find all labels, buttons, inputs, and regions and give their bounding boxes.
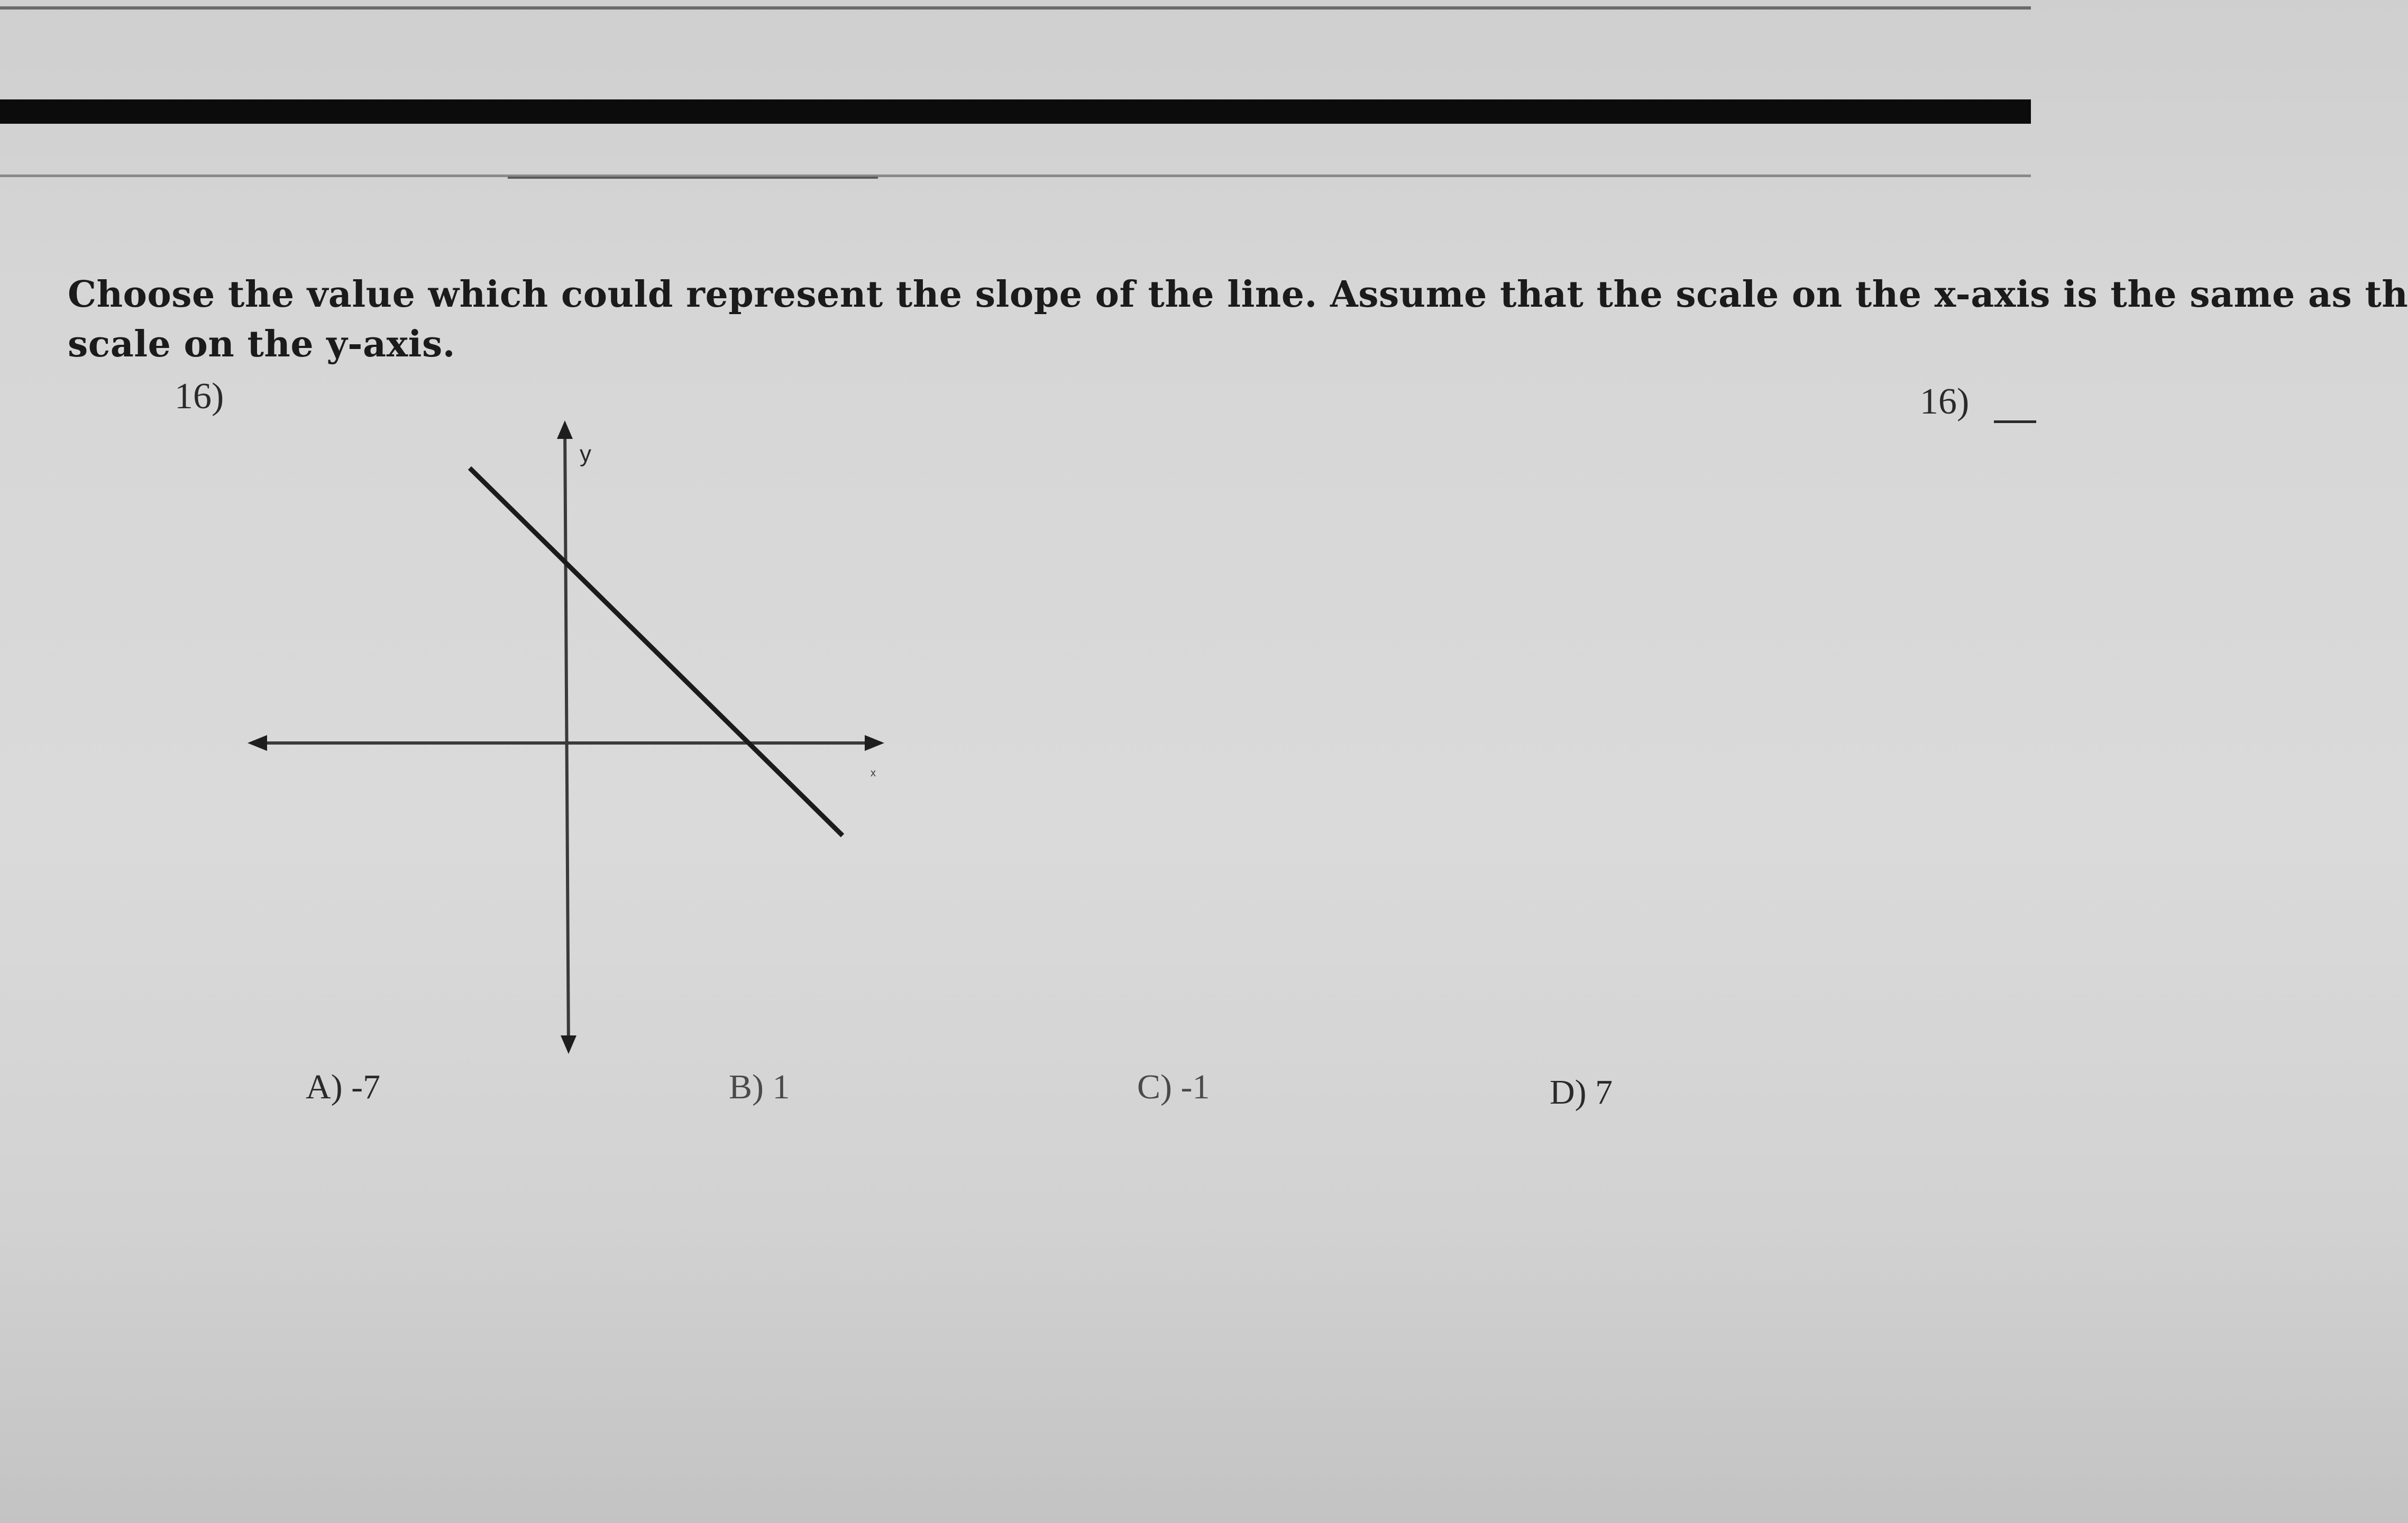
choice-c[interactable]: C) -1 [1137,1068,1210,1106]
choice-d[interactable]: D) 7 [1550,1073,1613,1112]
answer-number: 16) [1920,381,1970,422]
x-axis-label: x [871,767,876,779]
plotted-line [470,468,843,836]
y-axis-top-arrow [557,420,573,439]
instructions-line-1: Choose the value which could represent the slope of the line. Assume that the scale on the x-axis is the same as th [68,273,2408,316]
choice-a[interactable]: A) -7 [306,1068,381,1106]
y-axis-bottom-arrow [561,1035,576,1054]
y-axis [565,426,569,1050]
instructions-line-2: scale on the y-axis. [68,323,455,365]
choice-b[interactable]: B) 1 [729,1068,790,1106]
question-number: 16) [175,376,224,417]
x-axis-right-arrow [865,735,884,751]
y-axis-label: y [580,441,591,467]
x-axis-left-arrow [248,735,267,751]
